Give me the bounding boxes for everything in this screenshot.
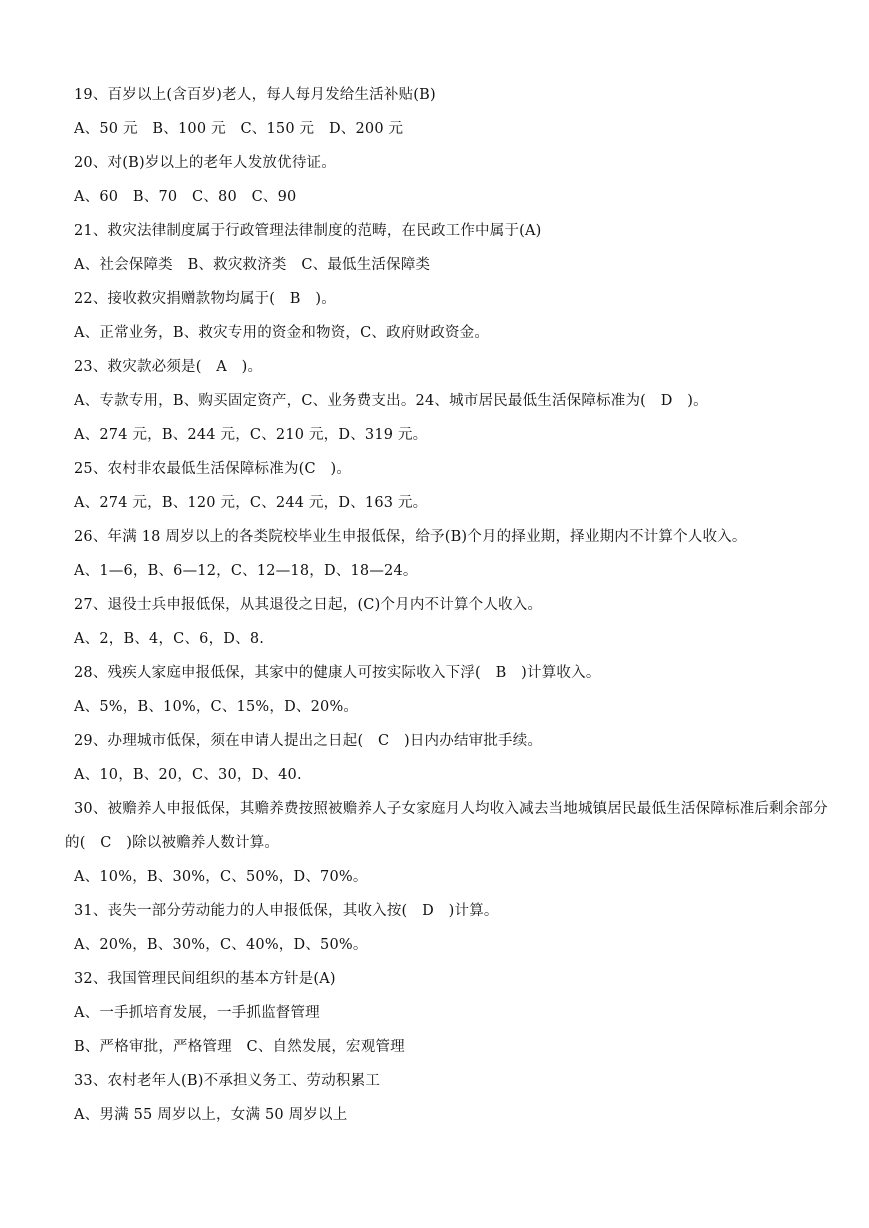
options-27: A、2，B、4，C、6，D、8. xyxy=(74,631,265,647)
options-23-question-24: A、专款专用，B、购买固定资产，C、业务费支出。24、城市居民最低生活保障标准为( D )。 xyxy=(74,393,708,409)
options-28: A、5%，B、10%，C、15%，D、20%。 xyxy=(74,699,359,715)
question-25: 25、农村非农最低生活保障标准为(C )。 xyxy=(74,461,352,477)
options-21: A、社会保障类 B、救灾救济类 C、最低生活保障类 xyxy=(74,257,431,273)
question-31: 31、丧失一部分劳动能力的人申报低保，其收入按( D )计算。 xyxy=(74,903,499,919)
question-19: 19、百岁以上(含百岁)老人，每人每月发给生活补贴(B) xyxy=(74,87,436,103)
options-33-a: A、男满 55 周岁以上，女满 50 周岁以上 xyxy=(74,1107,348,1123)
question-29: 29、办理城市低保，须在申请人提出之日起( C )日内办结审批手续。 xyxy=(74,733,543,749)
question-21: 21、救灾法律制度属于行政管理法律制度的范畴，在民政工作中属于(A) xyxy=(74,223,542,239)
question-32: 32、我国管理民间组织的基本方针是(A) xyxy=(74,971,336,987)
options-22: A、正常业务，B、救灾专用的资金和物资，C、政府财政资金。 xyxy=(74,325,490,341)
options-24: A、274 元，B、244 元，C、210 元，D、319 元。 xyxy=(74,427,428,443)
question-33: 33、农村老年人(B)不承担义务工、劳动积累工 xyxy=(74,1073,381,1089)
options-32-a: A、一手抓培育发展，一手抓监督管理 xyxy=(74,1005,320,1021)
options-26: A、1—6，B、6—12，C、12—18，D、18—24。 xyxy=(74,563,418,579)
options-25: A、274 元，B、120 元，C、244 元，D、163 元。 xyxy=(74,495,428,511)
question-20: 20、对(B)岁以上的老年人发放优待证。 xyxy=(74,155,336,171)
options-31: A、20%，B、30%，C、40%，D、50%。 xyxy=(74,937,368,953)
question-26: 26、年满 18 周岁以上的各类院校毕业生申报低保，给予(B)个月的择业期，择业期内不计算个人收入。 xyxy=(74,529,747,545)
question-30: 30、被赡养人申报低保，其赡养费按照被赡养人子女家庭月人均收入减去当地城镇居民最低生活保障标准后剩余部分的( C )除以被赡养人数计算。 xyxy=(65,801,828,851)
options-29: A、10，B、20，C、30，D、40. xyxy=(74,767,302,783)
options-30: A、10%，B、30%，C、50%，D、70%。 xyxy=(74,869,368,885)
question-27: 27、退役士兵申报低保，从其退役之日起，(C)个月内不计算个人收入。 xyxy=(74,597,543,613)
options-20: A、60 B、70 C、80 C、90 xyxy=(74,189,297,205)
question-23: 23、救灾款必须是( A )。 xyxy=(74,359,263,375)
options-19: A、50 元 B、100 元 C、150 元 D、200 元 xyxy=(74,121,404,137)
options-32-bc: B、严格审批，严格管理 C、自然发展，宏观管理 xyxy=(74,1039,405,1055)
question-22: 22、接收救灾捐赠款物均属于( B )。 xyxy=(74,291,336,307)
question-28: 28、残疾人家庭申报低保，其家中的健康人可按实际收入下浮( B )计算收入。 xyxy=(74,665,601,681)
